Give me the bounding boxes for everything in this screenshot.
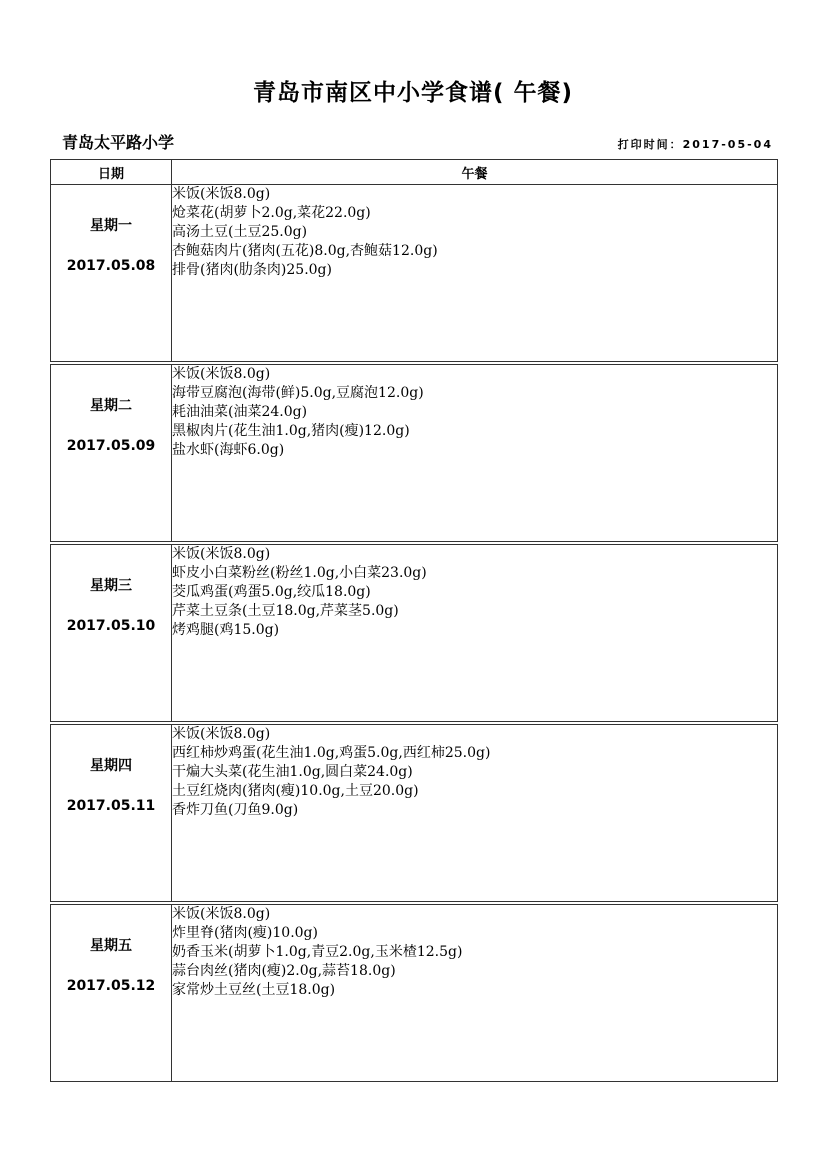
- meal-cell: [172, 185, 778, 362]
- date-column-header: 日期: [51, 160, 172, 185]
- meal-item: 西红柿炒鸡蛋(花生油1.0g,鸡蛋5.0g,西红柿25.0g): [172, 745, 491, 761]
- meal-item: 蒜台肉丝(猪肉(瘦)2.0g,蒜苔18.0g): [172, 963, 396, 979]
- table-row: [51, 905, 778, 1082]
- date-cell: [51, 185, 172, 362]
- meal-item: 米饭(米饭8.0g): [172, 546, 271, 562]
- meal-item: 土豆红烧肉(猪肉(瘦)10.0g,土豆20.0g): [172, 783, 419, 799]
- meal-column-header: 午餐: [172, 160, 778, 185]
- meal-cell: [172, 905, 778, 1082]
- date-cell: [51, 545, 172, 722]
- table-header-row: [51, 160, 778, 185]
- date-cell: [51, 905, 172, 1082]
- meal-cell: [172, 725, 778, 902]
- weekday-label: 星期一: [90, 218, 132, 234]
- meal-item: 炝菜花(胡萝卜2.0g,菜花22.0g): [172, 205, 371, 221]
- meal-item: 高汤土豆(土豆25.0g): [172, 224, 308, 240]
- date-cell: [51, 725, 172, 902]
- meal-item: 米饭(米饭8.0g): [172, 726, 271, 742]
- meal-item: 米饭(米饭8.0g): [172, 186, 271, 202]
- page-title: 青岛市南区中小学食谱( 午餐): [252, 80, 574, 106]
- meal-cell: [172, 545, 778, 722]
- date-label: 2017.05.10: [66, 618, 156, 634]
- date-label: 2017.05.09: [66, 438, 156, 454]
- meal-item: 茭瓜鸡蛋(鸡蛋5.0g,绞瓜18.0g): [172, 584, 371, 600]
- meal-item: 米饭(米饭8.0g): [172, 366, 271, 382]
- meal-item: 耗油油菜(油菜24.0g): [172, 404, 308, 420]
- table-row: [51, 545, 778, 722]
- meal-item: 烤鸡腿(鸡15.0g): [172, 622, 280, 638]
- meal-item: 黑椒肉片(花生油1.0g,猪肉(瘦)12.0g): [172, 423, 410, 439]
- date-cell: [51, 365, 172, 542]
- meal-item: 家常炒土豆丝(土豆18.0g): [172, 982, 336, 998]
- meal-item: 杏鲍菇肉片(猪肉(五花)8.0g,杏鲍菇12.0g): [172, 243, 438, 259]
- meal-item: 米饭(米饭8.0g): [172, 906, 271, 922]
- table-row: [51, 365, 778, 542]
- meal-item: 海带豆腐泡(海带(鲜)5.0g,豆腐泡12.0g): [172, 385, 424, 401]
- print-time: 打印时间：2017-05-04: [617, 138, 773, 151]
- weekday-label: 星期四: [90, 758, 132, 774]
- meal-item: 排骨(猪肉(肋条肉)25.0g): [172, 262, 332, 278]
- weekday-label: 星期五: [90, 938, 132, 954]
- meal-item: 虾皮小白菜粉丝(粉丝1.0g,小白菜23.0g): [172, 565, 427, 581]
- meal-item: 干煸大头菜(花生油1.0g,圆白菜24.0g): [172, 764, 413, 780]
- menu-table: [50, 159, 778, 1082]
- meal-item: 香炸刀鱼(刀鱼9.0g): [172, 802, 299, 818]
- meal-cell: [172, 365, 778, 542]
- meal-item: 炸里脊(猪肉(瘦)10.0g): [172, 925, 318, 941]
- date-label: 2017.05.12: [66, 978, 156, 994]
- date-label: 2017.05.08: [66, 258, 156, 274]
- meal-item: 奶香玉米(胡萝卜1.0g,青豆2.0g,玉米楂12.5g): [172, 944, 463, 960]
- date-label: 2017.05.11: [66, 798, 156, 814]
- school-name: 青岛太平路小学: [62, 133, 175, 152]
- meal-item: 盐水虾(海虾6.0g): [172, 442, 285, 458]
- table-row: [51, 185, 778, 362]
- weekday-label: 星期二: [90, 398, 132, 414]
- table-row: [51, 725, 778, 902]
- weekday-label: 星期三: [90, 578, 132, 594]
- meal-item: 芹菜土豆条(土豆18.0g,芹菜茎5.0g): [172, 603, 399, 619]
